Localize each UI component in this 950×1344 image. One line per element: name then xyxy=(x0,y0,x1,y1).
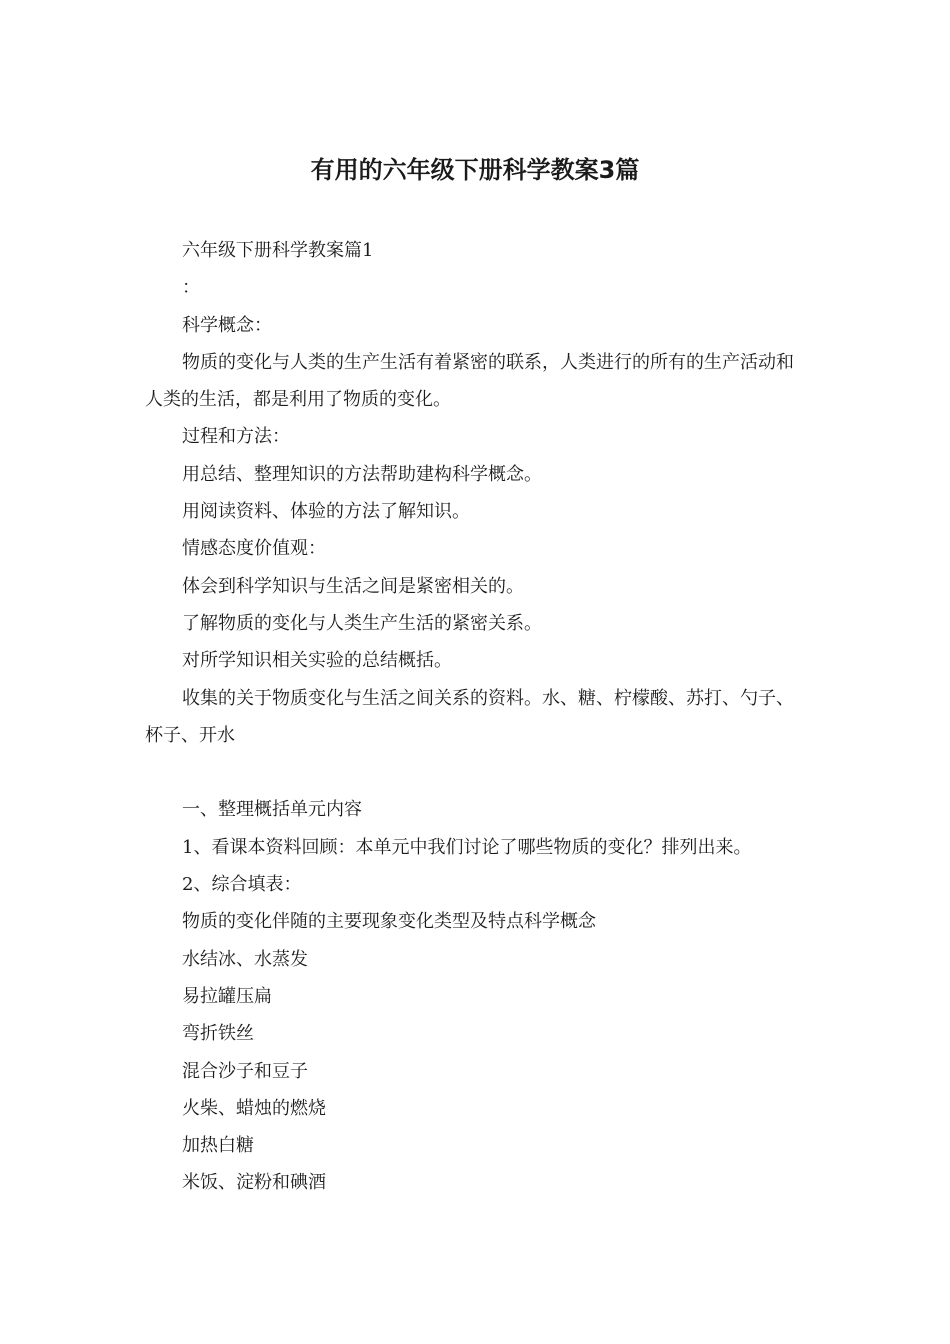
paragraph: 体会到科学知识与生活之间是紧密相关的。 xyxy=(182,575,524,597)
document-title: 有用的六年级下册科学教案3篇 xyxy=(310,156,640,184)
paragraph: 情感态度价值观： xyxy=(182,538,326,560)
list-item: 水结冰、水蒸发 xyxy=(182,948,308,970)
list-item: 火柴、蜡烛的燃烧 xyxy=(182,1097,326,1119)
paragraph: 物质的变化与人类的生产生活有着紧密的联系，人类进行的所有的生产活动和人类的生活，都是利用了物质的变化。 xyxy=(145,351,794,411)
blank-line xyxy=(145,754,810,791)
paragraph: 用阅读资料、体验的方法了解知识。 xyxy=(182,501,470,523)
paragraph: 1、看课本资料回顾：本单元中我们讨论了哪些物质的变化？排列出来。 xyxy=(182,836,752,858)
paragraph: 过程和方法： xyxy=(182,426,290,448)
section-heading: 六年级下册科学教案篇1 xyxy=(182,240,374,261)
list-item: 弯折铁丝 xyxy=(182,1023,254,1045)
section-heading: 一、整理概括单元内容 xyxy=(182,799,362,821)
paragraph: 用总结、整理知识的方法帮助建构科学概念。 xyxy=(182,463,542,485)
list-item: 易拉罐压扁 xyxy=(182,985,272,1007)
list-item: 混合沙子和豆子 xyxy=(182,1060,308,1082)
table-header-line: 物质的变化伴随的主要现象变化类型及特点科学概念 xyxy=(182,911,596,933)
colon-line: ： xyxy=(182,277,200,299)
paragraph: 收集的关于物质变化与生活之间关系的资料。水、糖、柠檬酸、苏打、勺子、杯子、开水 xyxy=(145,687,794,746)
paragraph: 科学概念： xyxy=(182,314,272,336)
paragraph: 对所学知识相关实验的总结概括。 xyxy=(182,650,452,672)
document-body xyxy=(145,232,810,1202)
list-item: 米饭、淀粉和碘酒 xyxy=(182,1172,326,1194)
list-item: 加热白糖 xyxy=(182,1135,254,1157)
paragraph: 2、综合填表： xyxy=(182,874,302,896)
paragraph: 了解物质的变化与人类生产生活的紧密关系。 xyxy=(182,612,542,634)
